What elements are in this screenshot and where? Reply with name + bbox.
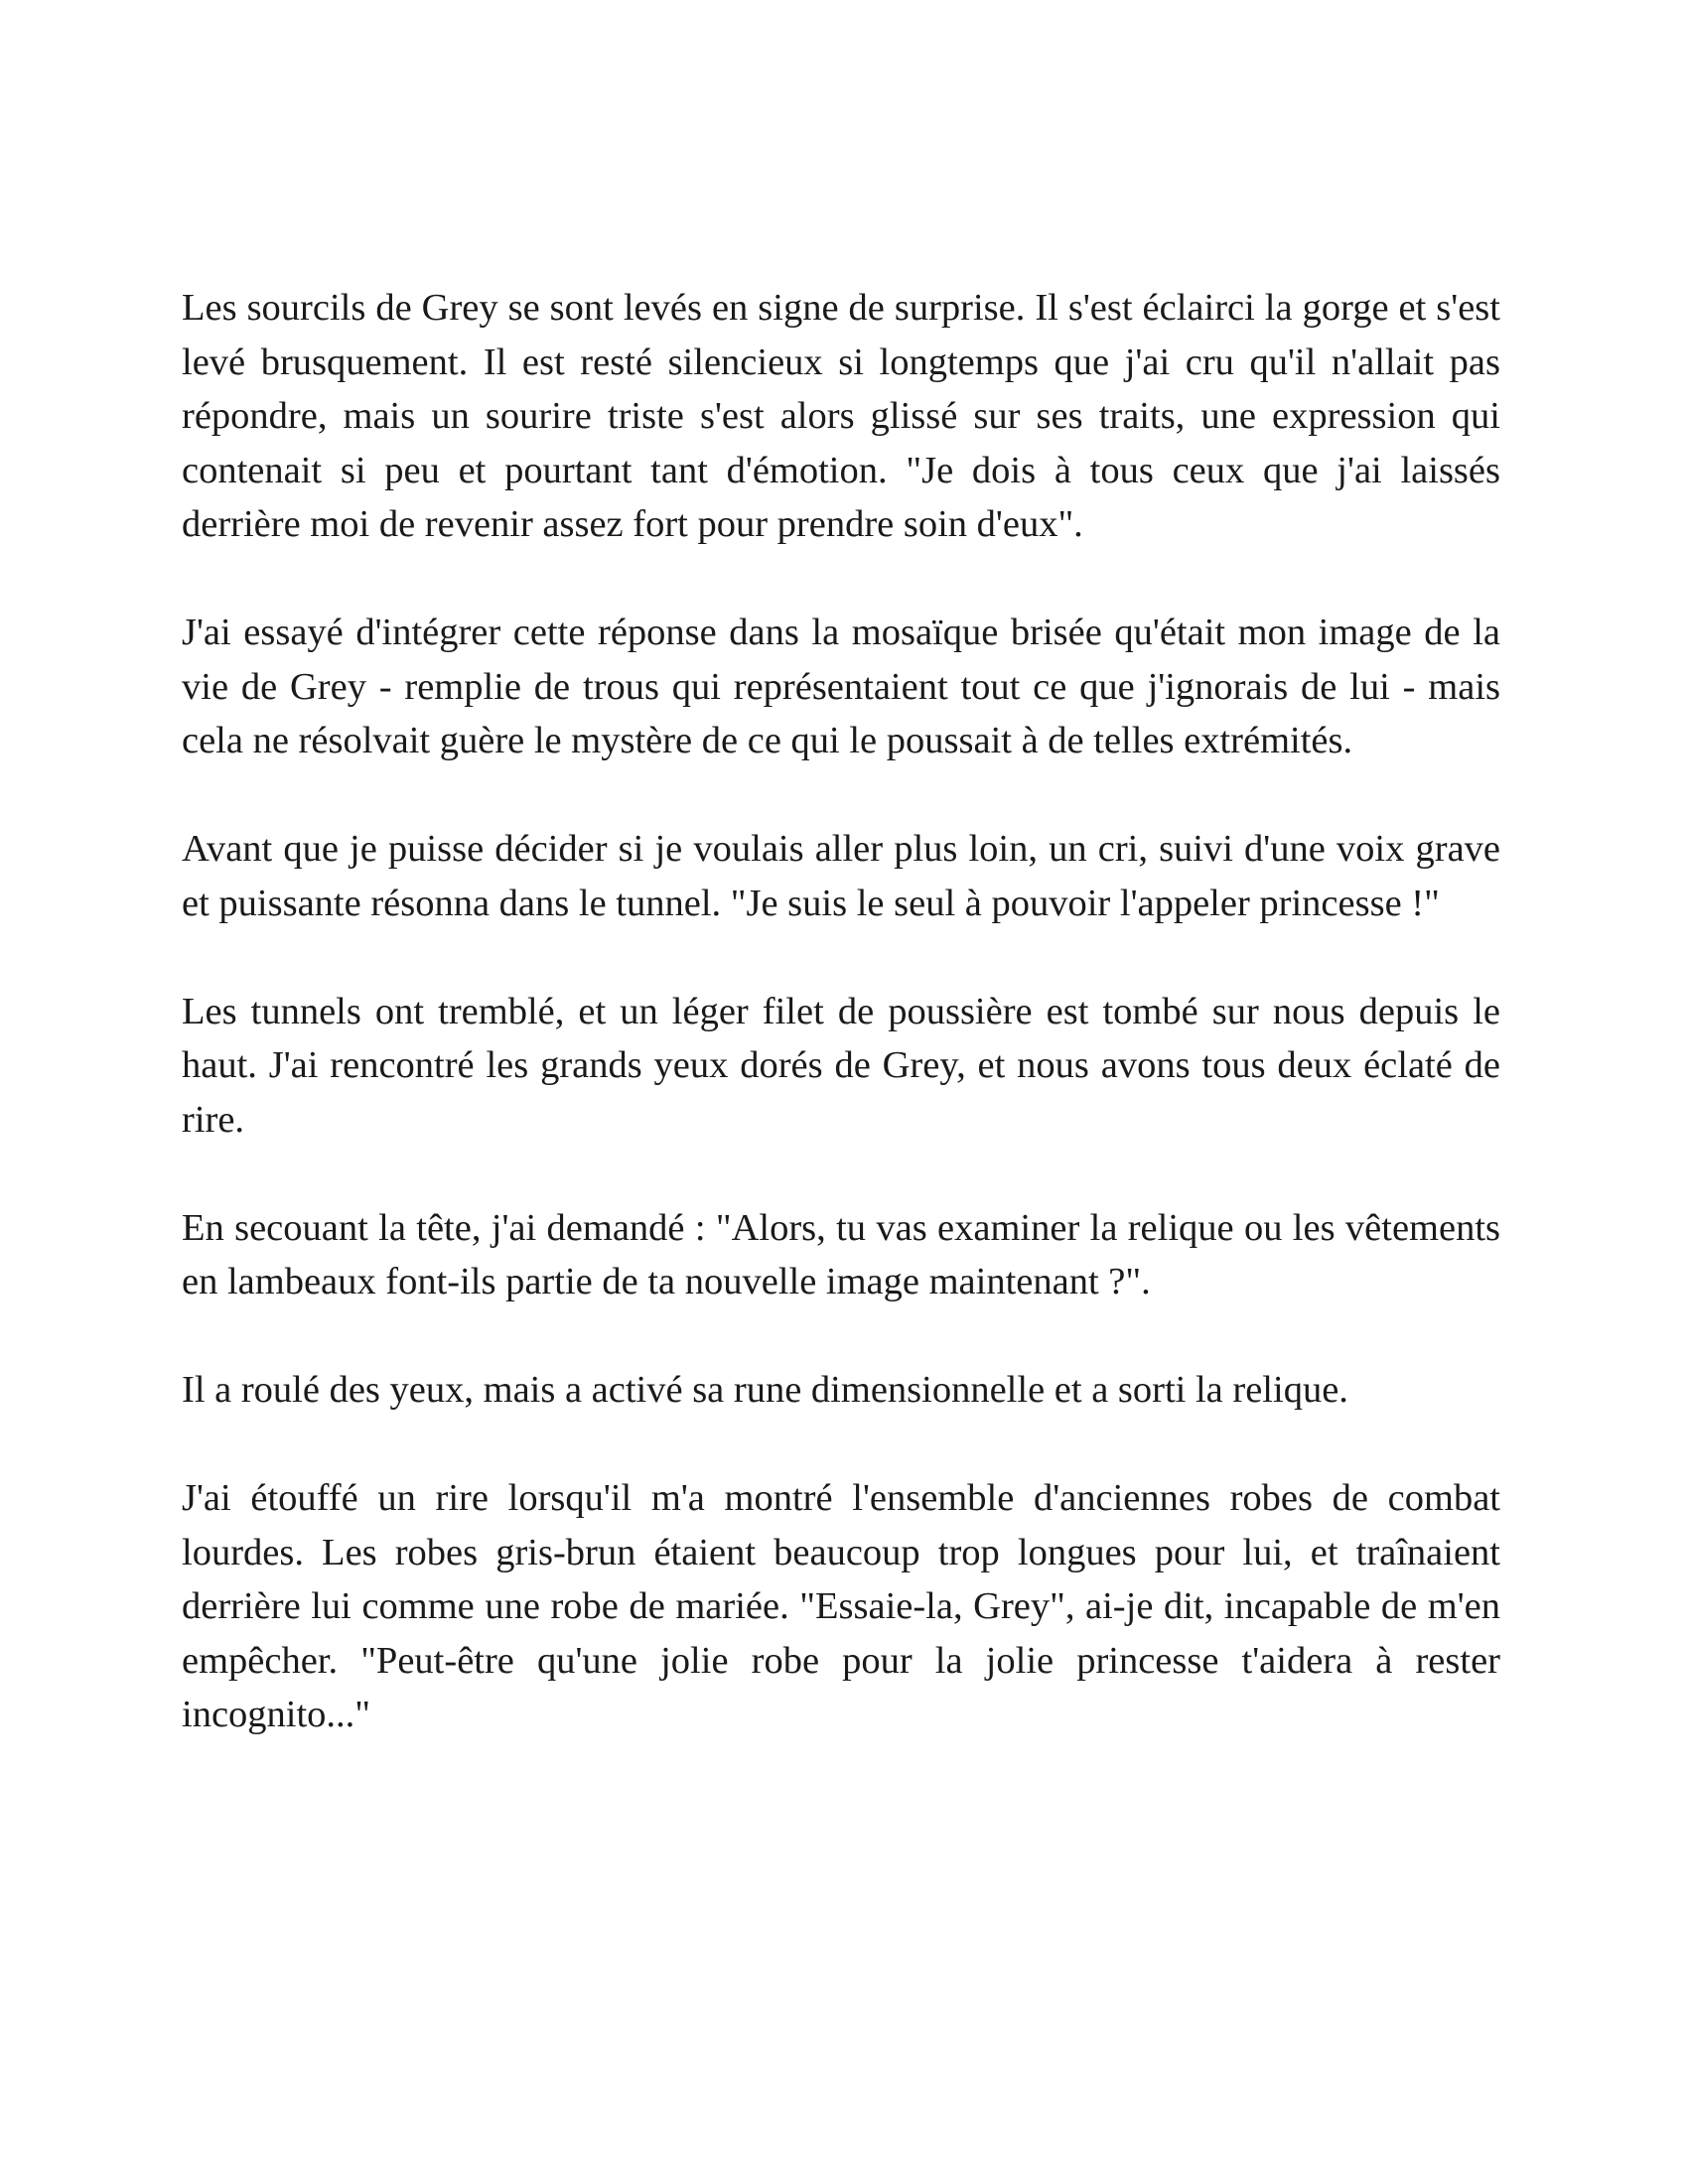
paragraph: En secouant la tête, j'ai demandé : "Alors, tu vas examiner la relique ou les vêtements en lambeaux font-ils partie de ta nouvelle image maintenant ?". [182,1206,1500,1302]
paragraph: J'ai étouffé un rire lorsqu'il m'a montré l'ensemble d'anciennes robes de combat lourdes. Les robes gris-brun étaient beaucoup trop longues pour lui, et traînaient derrière lui comme une robe de mariée. "Essaie-la, Grey", ai-je dit, incapable de m'en empêcher. "Peut-être qu'une jolie robe pour la jolie princesse t'aidera à rester incognito..." [182,1477,1500,1735]
paragraph: Les tunnels ont tremblé, et un léger filet de poussière est tombé sur nous depuis le haut. J'ai rencontré les grands yeux dorés de Grey, et nous avons tous deux éclaté de rire. [182,990,1500,1141]
paragraph: Il a roulé des yeux, mais a activé sa rune dimensionnelle et a sorti la relique. [182,1369,1348,1411]
paragraph: Les sourcils de Grey se sont levés en signe de surprise. Il s'est éclairci la gorge et s'est levé brusquement. Il est resté silencieux si longtemps que j'ai cru qu'il n'allait pas répondre, mais un sourire triste s'est alors glissé sur ses traits, une expression qui contenait si peu et pourtant tant d'émotion. "Je dois à tous ceux que j'ai laissés derrière moi de revenir assez fort pour prendre soin d'eux". [182,287,1500,545]
paragraph: J'ai essayé d'intégrer cette réponse dans la mosaïque brisée qu'était mon image de la vie de Grey - remplie de trous qui représentaient tout ce que j'ignorais de lui - mais cela ne résolvait guère le mystère de ce qui le poussait à de telles extrémités. [182,612,1500,761]
document-body [182,281,1500,1742]
paragraph: Avant que je puisse décider si je voulais aller plus loin, un cri, suivi d'une voix grave et puissante résonna dans le tunnel. "Je suis le seul à pouvoir l'appeler princesse !" [182,828,1500,924]
